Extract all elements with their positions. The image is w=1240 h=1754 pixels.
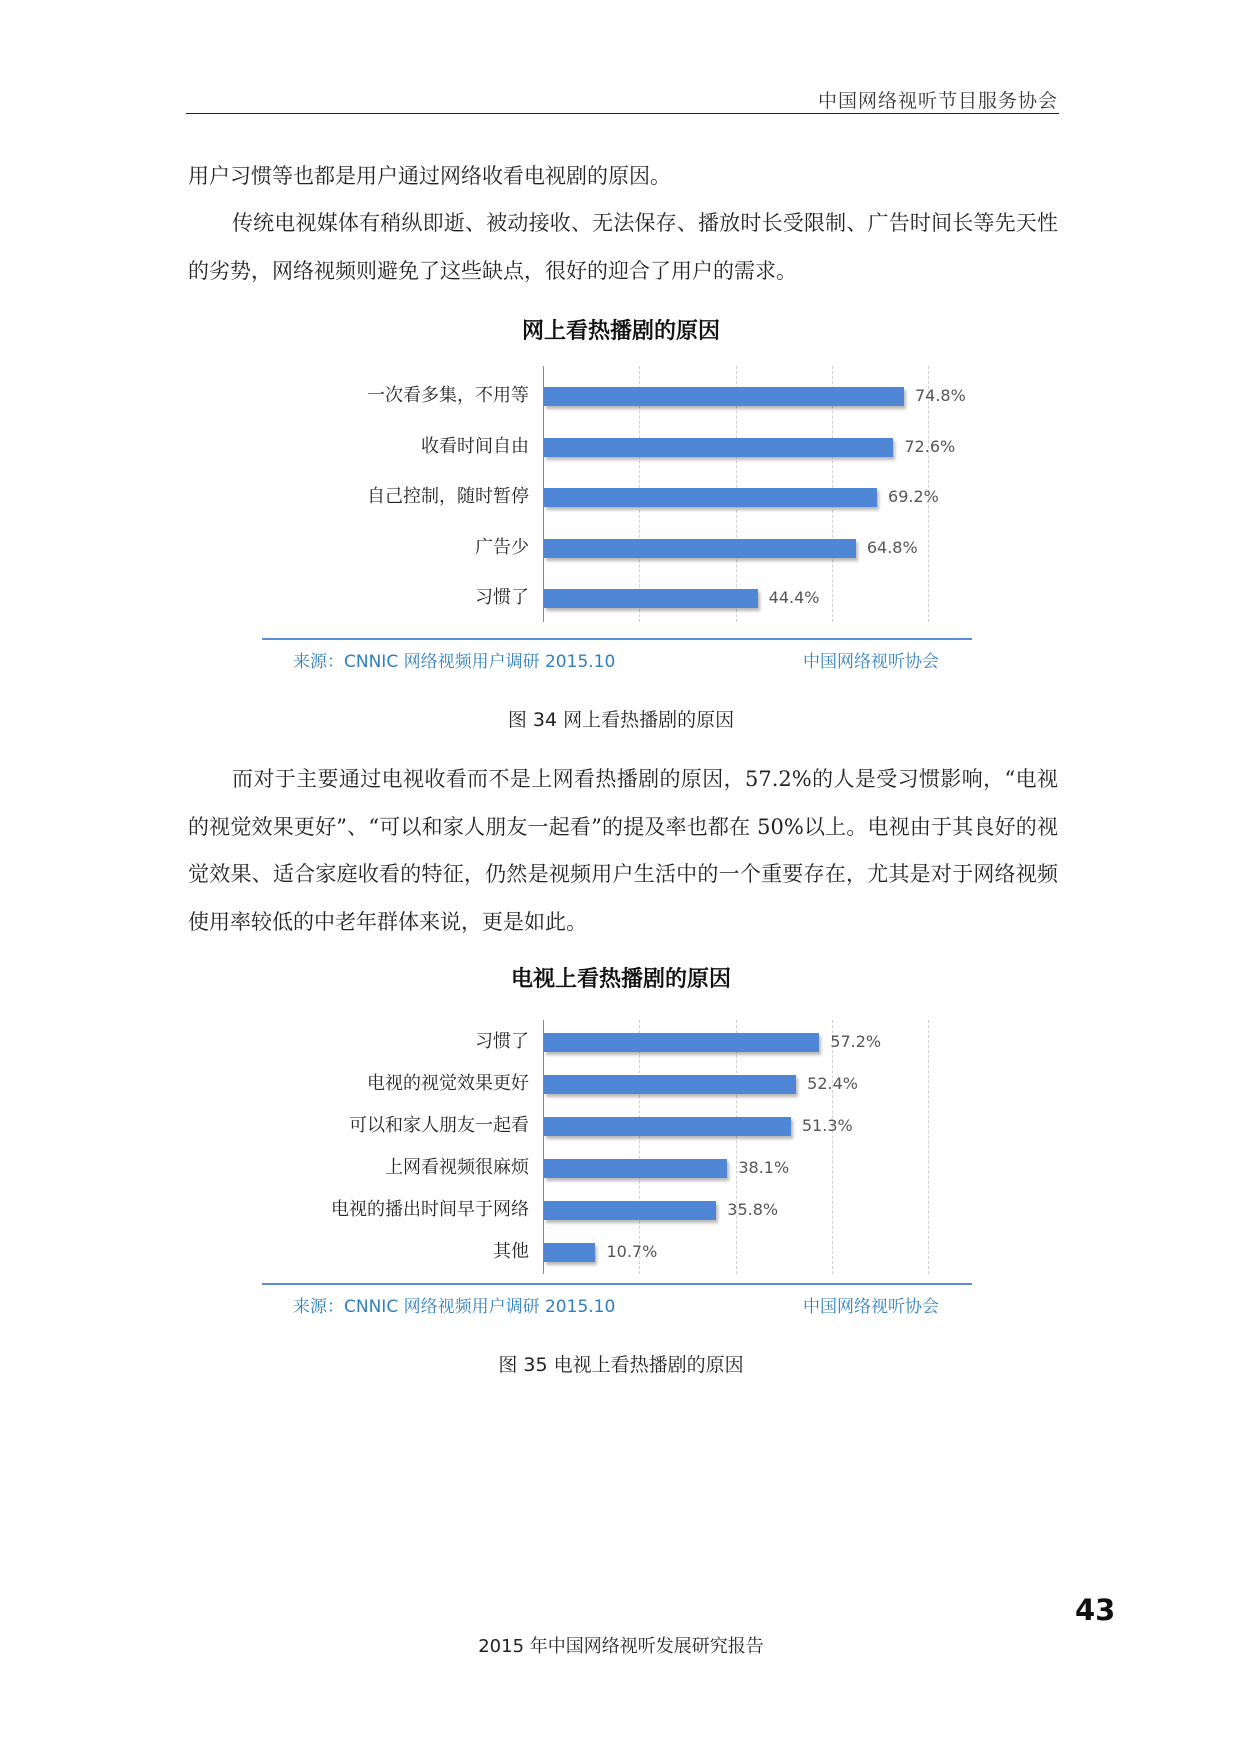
paragraph-3: 而对于主要通过电视收看而不是上网看热播剧的原因，57.2%的人是受习惯影响，“电视的视觉效果更好”、“可以和家人朋友一起看”的提及率也都在 50%以上。电视由于其良好的视觉效果、适合家庭收看的特征，仍然是视频用户生活中的一个重要存在，尤其是对于网络视频使用率较低的中老年群体来说，更是如此。 xyxy=(188,767,1058,934)
chart-1-value-label: 69.2% xyxy=(888,487,939,506)
chart-1-value-label: 44.4% xyxy=(768,588,820,607)
chart-2-category-label: 其他 xyxy=(493,1241,529,1262)
chart-1-category-label: 广告少 xyxy=(475,536,529,558)
chart-1-bar xyxy=(544,589,758,608)
chart-2-category-label: 可以和家人朋友一起看 xyxy=(349,1115,529,1136)
paragraph-2: 传统电视媒体有稍纵即逝、被动接收、无法保存、播放时长受限制、广告时间长等先天性的劣势，网络视频则避免了这些缺点，很好的迎合了用户的需求。 xyxy=(188,211,1058,283)
chart-2-category-label: 电视的视觉效果更好 xyxy=(367,1073,529,1094)
chart-2-value-label: 52.4% xyxy=(807,1074,858,1093)
chart-1-value-label: 64.8% xyxy=(866,537,918,557)
figure-34-caption: 图 34 网上看热播剧的原因 xyxy=(507,709,735,731)
chart-2-category-label: 上网看视频很麻烦 xyxy=(385,1157,529,1178)
chart-2-title: 电视上看热播剧的原因 xyxy=(510,967,731,992)
chart-2-gridline xyxy=(928,1020,929,1274)
chart-2-gridline xyxy=(736,1020,737,1274)
chart-2-bar xyxy=(544,1243,595,1262)
chart-2-source: 来源：CNNIC 网络视频用户调研 2015.10 xyxy=(293,1297,616,1317)
chart-1-title: 网上看热播剧的原因 xyxy=(521,319,720,344)
chart-1-value-label: 74.8% xyxy=(914,386,966,405)
chart-2-bar xyxy=(544,1201,716,1220)
chart-1-category-label: 收看时间自由 xyxy=(421,435,529,457)
chart-1-source-org: 中国网络视听协会 xyxy=(803,652,939,672)
header-rule xyxy=(186,113,1059,114)
chart-1-bar xyxy=(544,488,877,507)
chart-2-source-rule xyxy=(262,1283,972,1285)
chart-1-value-label: 72.6% xyxy=(904,436,956,456)
chart-2-bar xyxy=(544,1075,796,1094)
chart-1-source-rule xyxy=(262,638,972,640)
chart-1-bar xyxy=(544,387,904,406)
chart-2-value-label: 10.7% xyxy=(606,1242,658,1261)
chart-2-category-label: 电视的播出时间早于网络 xyxy=(331,1199,529,1220)
chart-2-source-org: 中国网络视听协会 xyxy=(803,1297,939,1317)
chart-1-source: 来源：CNNIC 网络视频用户调研 2015.10 xyxy=(293,652,616,672)
chart-2-bar xyxy=(544,1117,791,1136)
figure-35-caption: 图 35 电视上看热播剧的原因 xyxy=(498,1354,744,1376)
chart-1-bar xyxy=(544,438,893,457)
chart-2-category-label: 习惯了 xyxy=(475,1031,529,1052)
chart-2-gridline xyxy=(639,1020,640,1274)
chart-2-value-label: 35.8% xyxy=(727,1200,779,1219)
chart-1-category-label: 习惯了 xyxy=(475,587,529,608)
chart-2-value-label: 38.1% xyxy=(738,1158,790,1177)
page-footer: 2015 年中国网络视听发展研究报告 xyxy=(478,1636,764,1657)
chart-2-y-axis xyxy=(543,1020,544,1274)
chart-1-category-label: 一次看多集，不用等 xyxy=(367,385,529,406)
chart-1-bar xyxy=(544,539,856,558)
chart-2-bar xyxy=(544,1033,819,1052)
paragraph-1: 用户习惯等也都是用户通过网络收看电视剧的原因。 xyxy=(188,164,671,188)
chart-1-category-label: 自己控制，随时暂停 xyxy=(367,486,529,507)
chart-2-value-label: 57.2% xyxy=(830,1032,882,1051)
chart-2-gridline xyxy=(832,1020,833,1274)
chart-2-bar xyxy=(544,1159,727,1178)
running-header: 中国网络视听节目服务协会 xyxy=(817,90,1058,112)
page-number: 43 xyxy=(1075,1593,1116,1627)
chart-2-value-label: 51.3% xyxy=(801,1116,853,1135)
